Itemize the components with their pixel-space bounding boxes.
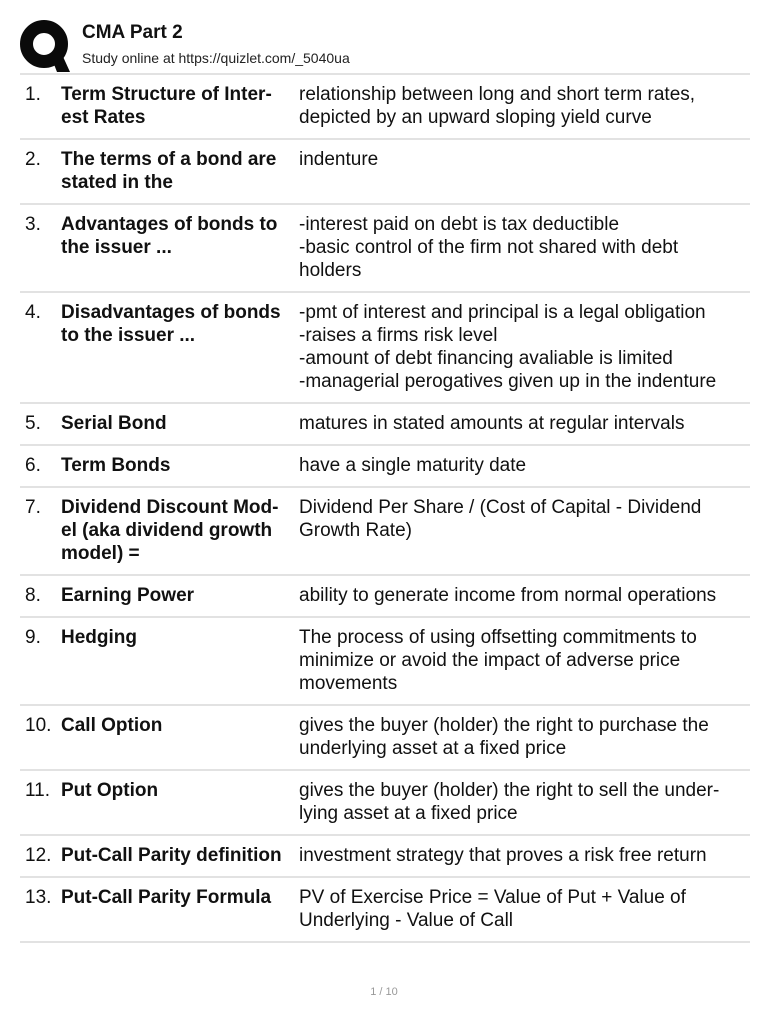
- definition-line: -managerial perogatives given up in the indenture: [299, 371, 717, 392]
- card-number: 4.: [25, 302, 41, 323]
- card-row: [20, 446, 750, 488]
- card-term: [61, 626, 299, 695]
- card-definition: [299, 213, 750, 282]
- definition-line: Underlying - Value of Call: [299, 910, 514, 931]
- term-line: Term Structure of Inter-: [61, 84, 272, 105]
- card-row: [20, 140, 750, 205]
- definition-line: gives the buyer (holder) the right to sell the under-: [299, 780, 720, 801]
- card-definition: [299, 412, 750, 435]
- definition-line: ability to generate income from normal operations: [299, 585, 717, 606]
- term-line: model) =: [61, 543, 140, 564]
- card-row: [20, 618, 750, 706]
- term-line: Call Option: [61, 715, 163, 736]
- card-definition: [299, 496, 750, 565]
- card-term: [61, 584, 299, 607]
- card-row: [20, 836, 750, 878]
- term-line: Put-Call Parity Formula: [61, 887, 272, 908]
- card-definition: [299, 779, 750, 825]
- card-term: [61, 83, 299, 129]
- card-number: 2.: [25, 149, 41, 170]
- flashcard-list: [20, 73, 750, 943]
- card-term: [61, 213, 299, 282]
- card-number: 9.: [25, 627, 41, 648]
- card-term: [61, 714, 299, 760]
- card-term: [61, 454, 299, 477]
- card-number: 8.: [25, 585, 41, 606]
- page-title: CMA Part 2: [82, 22, 183, 43]
- card-number: 13.: [25, 887, 52, 908]
- definition-line: have a single maturity date: [299, 455, 527, 476]
- term-line: Earning Power: [61, 585, 195, 606]
- card-row: [20, 706, 750, 771]
- term-line: Disadvantages of bonds: [61, 302, 281, 323]
- definition-line: gives the buyer (holder) the right to purchase the: [299, 715, 709, 736]
- card-row: [20, 771, 750, 836]
- definition-line: movements: [299, 673, 398, 694]
- term-line: el (aka dividend growth: [61, 520, 273, 541]
- definition-line: relationship between long and short term rates,: [299, 84, 696, 105]
- page-header: [0, 0, 768, 72]
- definition-line: -pmt of interest and principal is a legal obligation: [299, 302, 706, 323]
- card-term: [61, 779, 299, 825]
- definition-line: minimize or avoid the impact of adverse price: [299, 650, 681, 671]
- definition-line: Growth Rate): [299, 520, 412, 541]
- definition-line: PV of Exercise Price = Value of Put + Value of: [299, 887, 686, 908]
- card-row: [20, 75, 750, 140]
- term-line: Put Option: [61, 780, 159, 801]
- term-line: Advantages of bonds to: [61, 214, 278, 235]
- card-definition: [299, 148, 750, 194]
- card-number: 1.: [25, 84, 41, 105]
- card-row: [20, 293, 750, 404]
- definition-line: lying asset at a fixed price: [299, 803, 518, 824]
- card-definition: [299, 301, 750, 393]
- definition-line: indenture: [299, 149, 379, 170]
- card-number: 12.: [25, 845, 52, 866]
- term-line: stated in the: [61, 172, 173, 193]
- card-definition: [299, 714, 750, 760]
- card-number: 7.: [25, 497, 41, 518]
- definition-line: depicted by an upward sloping yield curve: [299, 107, 652, 128]
- term-line: Serial Bond: [61, 413, 167, 434]
- term-line: Term Bonds: [61, 455, 171, 476]
- card-definition: [299, 83, 750, 129]
- card-term: [61, 148, 299, 194]
- definition-line: -amount of debt financing avaliable is limited: [299, 348, 673, 369]
- term-line: the issuer ...: [61, 237, 172, 258]
- definition-line: investment strategy that proves a risk free return: [299, 845, 707, 866]
- definition-line: Dividend Per Share / (Cost of Capital - Dividend: [299, 497, 702, 518]
- card-term: [61, 496, 299, 565]
- card-term: [61, 886, 299, 932]
- term-line: to the issuer ...: [61, 325, 196, 346]
- term-line: Dividend Discount Mod-: [61, 497, 279, 518]
- term-line: Put-Call Parity definition: [61, 845, 282, 866]
- term-line: est Rates: [61, 107, 146, 128]
- term-line: The terms of a bond are: [61, 149, 277, 170]
- definition-line: underlying asset at a fixed price: [299, 738, 567, 759]
- definition-line: holders: [299, 260, 362, 281]
- card-number: 6.: [25, 455, 41, 476]
- card-definition: [299, 584, 750, 607]
- card-number: 5.: [25, 413, 41, 434]
- card-definition: [299, 844, 750, 867]
- card-row: [20, 488, 750, 576]
- definition-line: matures in stated amounts at regular intervals: [299, 413, 685, 434]
- card-row: [20, 404, 750, 446]
- term-line: Hedging: [61, 627, 137, 648]
- card-term: [61, 844, 299, 867]
- card-definition: [299, 626, 750, 695]
- definition-line: -basic control of the firm not shared with debt: [299, 237, 679, 258]
- quizlet-logo-icon: [20, 20, 70, 72]
- card-row: [20, 205, 750, 293]
- definition-line: -interest paid on debt is tax deductible: [299, 214, 620, 235]
- card-definition: [299, 886, 750, 932]
- study-online-link[interactable]: Study online at https://quizlet.com/_5040ua: [82, 50, 350, 66]
- definition-line: -raises a firms risk level: [299, 325, 498, 346]
- card-term: [61, 412, 299, 435]
- card-number: 10.: [25, 715, 52, 736]
- card-number: 3.: [25, 214, 41, 235]
- page-indicator: 1 / 10: [370, 986, 398, 998]
- card-number: 11.: [25, 780, 51, 801]
- card-row: [20, 576, 750, 618]
- card-term: [61, 301, 299, 393]
- card-row: [20, 878, 750, 943]
- definition-line: The process of using offsetting commitments to: [299, 627, 697, 648]
- card-definition: [299, 454, 750, 477]
